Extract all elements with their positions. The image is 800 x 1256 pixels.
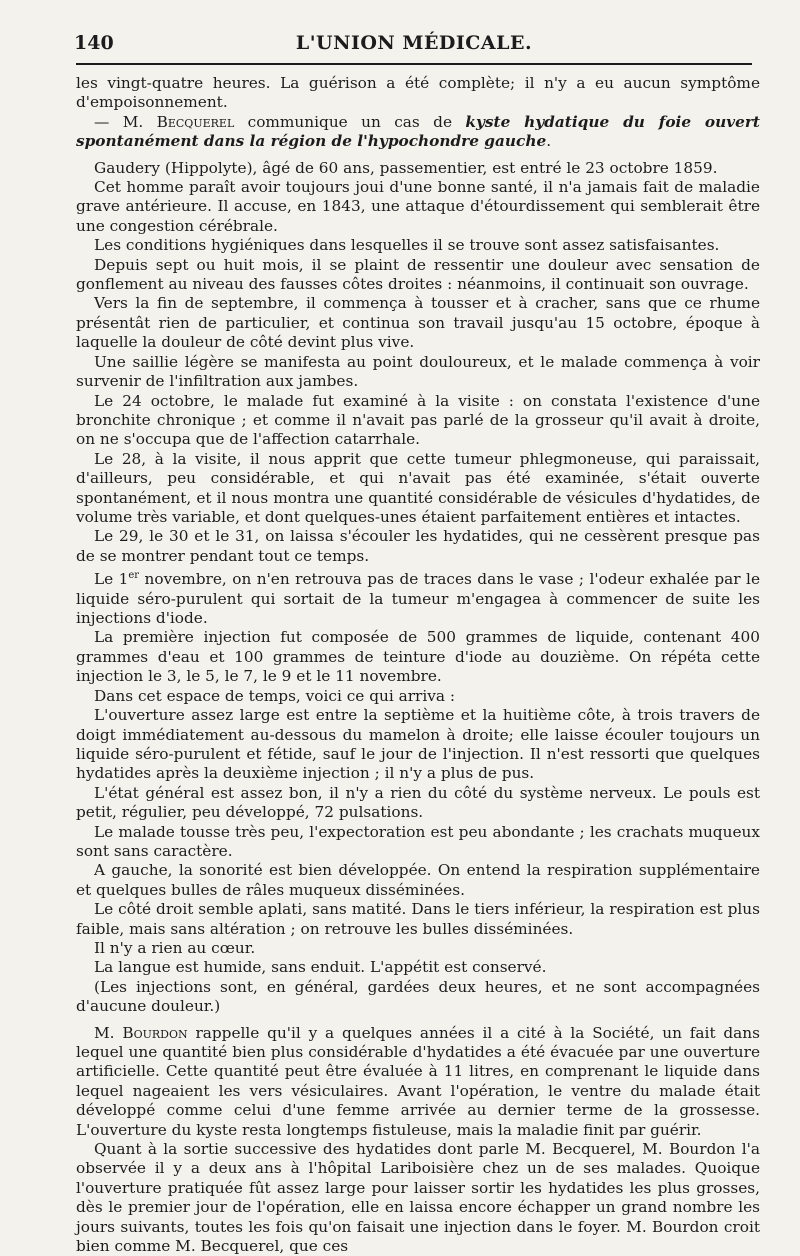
paragraph: (Les injections sont, en général, gardées deux heures, et ne sont accompagnées d'aucune douleur.): [76, 977, 760, 1016]
paragraph: Le 28, à la visite, il nous apprit que cette tumeur phlegmoneuse, qui paraissait, d'ailleurs, peu considérable, et qui n'avait pas été examinée, s'était ouverte spontanément, et il nous montra une quantité considérable de vésicules d'hydatides, de volume très variable, et dont quelques-unes étaient parfaitement entières et intactes.: [76, 449, 760, 526]
author-becquerel: Becquerel: [156, 112, 235, 131]
case-title: kyste hydatique du foie ouvert spontanément dans la région de l'hypochondre gauche: [76, 112, 760, 151]
paragraph: Dans cet espace de temps, voici ce qui arriva :: [94, 686, 456, 705]
page-header: [74, 30, 754, 62]
bourdon-remark: M. Bourdon rappelle qu'il y a quelques années il a cité à la Société, un fait dans lequel une quantité bien plus considérable d'hydatides a été évacuée par une ouverture artificielle. Cette quantité peut être évaluée à 11 litres, en comprenant le liquide dans lequel nageaient les vers vésiculaires. Avant l'opération, le ventre du malade était développé comme celui d'une femme arrivée au dernier terme de la grossesse. L'ouverture du kyste resta longtemps fistuleuse, mais la maladie finit par guérir.: [76, 1023, 761, 1139]
paragraph: Le 24 octobre, le malade fut examiné à la visite : on constata l'existence d'une bronchite chronique ; et comme il n'avait pas parlé de la grosseur qu'il avait à droite, on ne s'occupa que de l'affection catarrhale.: [76, 391, 760, 449]
paragraph: Gaudery (Hippolyte), âgé de 60 ans, passementier, est entré le 23 octobre 1859.: [94, 158, 718, 177]
paragraph: La langue est humide, sans enduit. L'appétit est conservé.: [94, 958, 547, 977]
paragraph: Le 1er novembre, on n'en retrouva pas de traces dans le vase ; l'odeur exhalée par le liquide séro-purulent qui sortait de la tumeur m'engagea à commencer de suite les injections d'iode.: [76, 570, 760, 628]
paragraph: Le côté droit semble aplati, sans matité. Dans le tiers inférieur, la respiration est plus faible, mais sans altération ; on retrouve les bulles disséminées.: [76, 900, 760, 938]
article-body: [76, 74, 760, 1256]
paragraph: Le 29, le 30 et le 31, on laissa s'écouler les hydatides, qui ne cessèrent presque pas de se montrer pendant tout ce temps.: [76, 527, 760, 565]
paragraph: Quant à la sortie successive des hydatides dont parle M. Becquerel, M. Bourdon l'a observée il y a deux ans à l'hôpital Lariboisière chez un de ses malades. Quoique l'ouverture pratiquée fût assez large pour laisser sortir les hydatides les plus grosses, dès le premier jour de l'opération, elle en laissa encore échapper un grand nombre les jours suivants, toutes les fois qu'on faisait une injection dans le foyer. M. Bourdon croit bien comme M. Becquerel, que ces: [76, 1140, 760, 1256]
header-rule: [76, 63, 752, 65]
paragraph: Cet homme paraît avoir toujours joui d'une bonne santé, il n'a jamais fait de maladie grave antérieure. Il accuse, en 1843, une attaque d'étourdissement qui semblerait être une congestion cérébrale.: [76, 178, 760, 235]
paragraph: Depuis sept ou huit mois, il se plaint de ressentir une douleur avec sensation de gonflement au niveau des fausses côtes droites : néanmoins, il continuait son ouvrage.: [76, 255, 760, 294]
paragraph: Les conditions hygiéniques dans lesquelles il se trouve sont assez satisfaisantes.: [94, 236, 720, 255]
paragraph: Il n'y a rien au cœur.: [94, 938, 256, 957]
paragraph: Vers la fin de septembre, il commença à tousser et à cracher, sans que ce rhume présentât rien de particulier, et continua son travail jusqu'au 15 octobre, époque à laquelle la douleur de côté devint plus vive.: [76, 294, 760, 352]
paragraph: La première injection fut composée de 500 grammes de liquide, contenant 400 grammes d'eau et 100 grammes de teinture d'iode au douzième. On répéta cette injection le 3, le 5, le 7, le 9 et le 11 novembre.: [76, 628, 760, 686]
page-number: 140: [74, 32, 114, 54]
paragraph: Le malade tousse très peu, l'expectoration est peu abondante ; les crachats muqueux sont sans caractère.: [76, 822, 760, 860]
journal-title: L'UNION MÉDICALE.: [295, 32, 533, 54]
paragraph: L'ouverture assez large est entre la septième et la huitième côte, à trois travers de doigt immédiatement au-dessous du mamelon à droite; elle laisse écouler toujours un liquide séro-purulent et fétide, sauf le jour de l'injection. Il n'est ressorti que quelques hydatides après la deuxième injection ; il n'y a plus de pus.: [76, 706, 760, 783]
author-bourdon: Bourdon: [122, 1023, 188, 1042]
paragraph: A gauche, la sonorité est bien développée. On entend la respiration supplémentaire et quelques bulles de râles muqueux disséminées.: [76, 861, 760, 899]
becquerel-communication: — M. Becquerel communique un cas de kyste hydatique du foie ouvert spontanément dans la région de l'hypochondre gauche.: [76, 112, 760, 151]
paragraph: les vingt-quatre heures. La guérison a été complète; il n'y a eu aucun symptôme d'empoisonnement.: [76, 74, 760, 112]
paragraph: L'état général est assez bon, il n'y a rien du côté du système nerveux. Le pouls est petit, régulier, peu développé, 72 pulsations.: [76, 783, 760, 822]
paragraph: Une saillie légère se manifesta au point douloureux, et le malade commença à voir survenir de l'infiltration aux jambes.: [76, 352, 760, 391]
